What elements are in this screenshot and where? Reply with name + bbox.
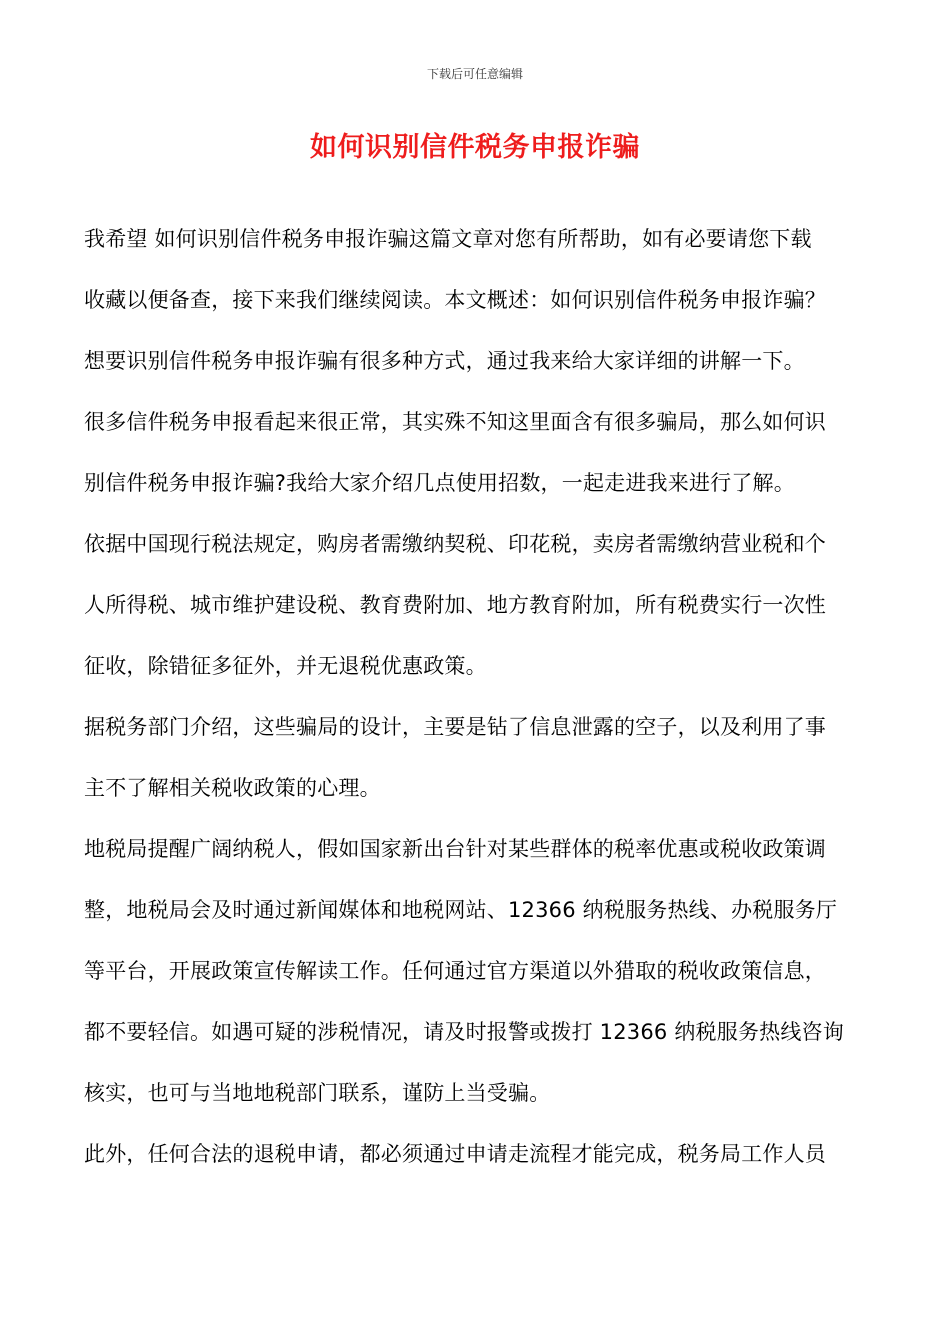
text-line: 别信件税务申报诈骗?我给大家介绍几点使用招数，一起走进我来进行了解。 <box>84 471 795 495</box>
document-title: 如何识别信件税务申报诈骗 <box>310 132 640 163</box>
text-line: 地税局提醒广阔纳税人，假如国家新出台针对某些群体的税率优惠或税收政策调 <box>84 837 826 861</box>
paragraph-tax-bureau-reminder <box>84 819 874 1124</box>
text-line: 依据中国现行税法规定，购房者需缴纳契税、印花税，卖房者需缴纳营业税和个 <box>84 532 826 556</box>
text-line: 核实，也可与当地地税部门联系，谨防上当受骗。 <box>84 1081 551 1105</box>
text-line: 我希望 如何识别信件税务申报诈骗这篇文章对您有所帮助，如有必要请您下载 <box>84 227 812 251</box>
text-line: 都不要轻信。如遇可疑的涉税情况，请及时报警或拨打 12366 纳税服务热线咨询 <box>84 1020 844 1044</box>
text-line: 整，地税局会及时通过新闻媒体和地税网站、12366 纳税服务热线、办税服务厅 <box>84 898 838 922</box>
text-line: 想要识别信件税务申报诈骗有很多种方式，通过我来给大家详细的讲解一下。 <box>84 349 805 373</box>
text-line: 等平台，开展政策宣传解读工作。任何通过官方渠道以外猎取的税收政策信息， <box>84 959 826 983</box>
paragraph-scam-design <box>84 697 874 819</box>
header-note: 下载后可任意编辑 <box>426 67 523 81</box>
text-line: 人所得税、城市维护建设税、教育费附加、地方教育附加，所有税费实行一次性 <box>84 593 826 617</box>
text-line: 征收，除错征多征外，并无退税优惠政策。 <box>84 654 487 678</box>
paragraph-tax-law <box>84 514 874 697</box>
text-line: 很多信件税务申报看起来很正常，其实殊不知这里面含有很多骗局，那么如何识 <box>84 410 826 434</box>
paragraph-intro <box>84 209 874 392</box>
text-line: 据税务部门介绍，这些骗局的设计，主要是钻了信息泄露的空子，以及利用了事 <box>84 715 826 739</box>
text-line: 收藏以便备查，接下来我们继续阅读。本文概述：如何识别信件税务申报诈骗？ <box>84 288 826 312</box>
text-line: 主不了解相关税收政策的心理。 <box>84 776 381 800</box>
document-body <box>84 209 874 1185</box>
paragraph-scams-overview <box>84 392 874 514</box>
text-line: 此外，任何合法的退税申请，都必须通过申请走流程才能完成，税务局工作人员 <box>84 1142 826 1166</box>
paragraph-refund-process <box>84 1124 874 1185</box>
